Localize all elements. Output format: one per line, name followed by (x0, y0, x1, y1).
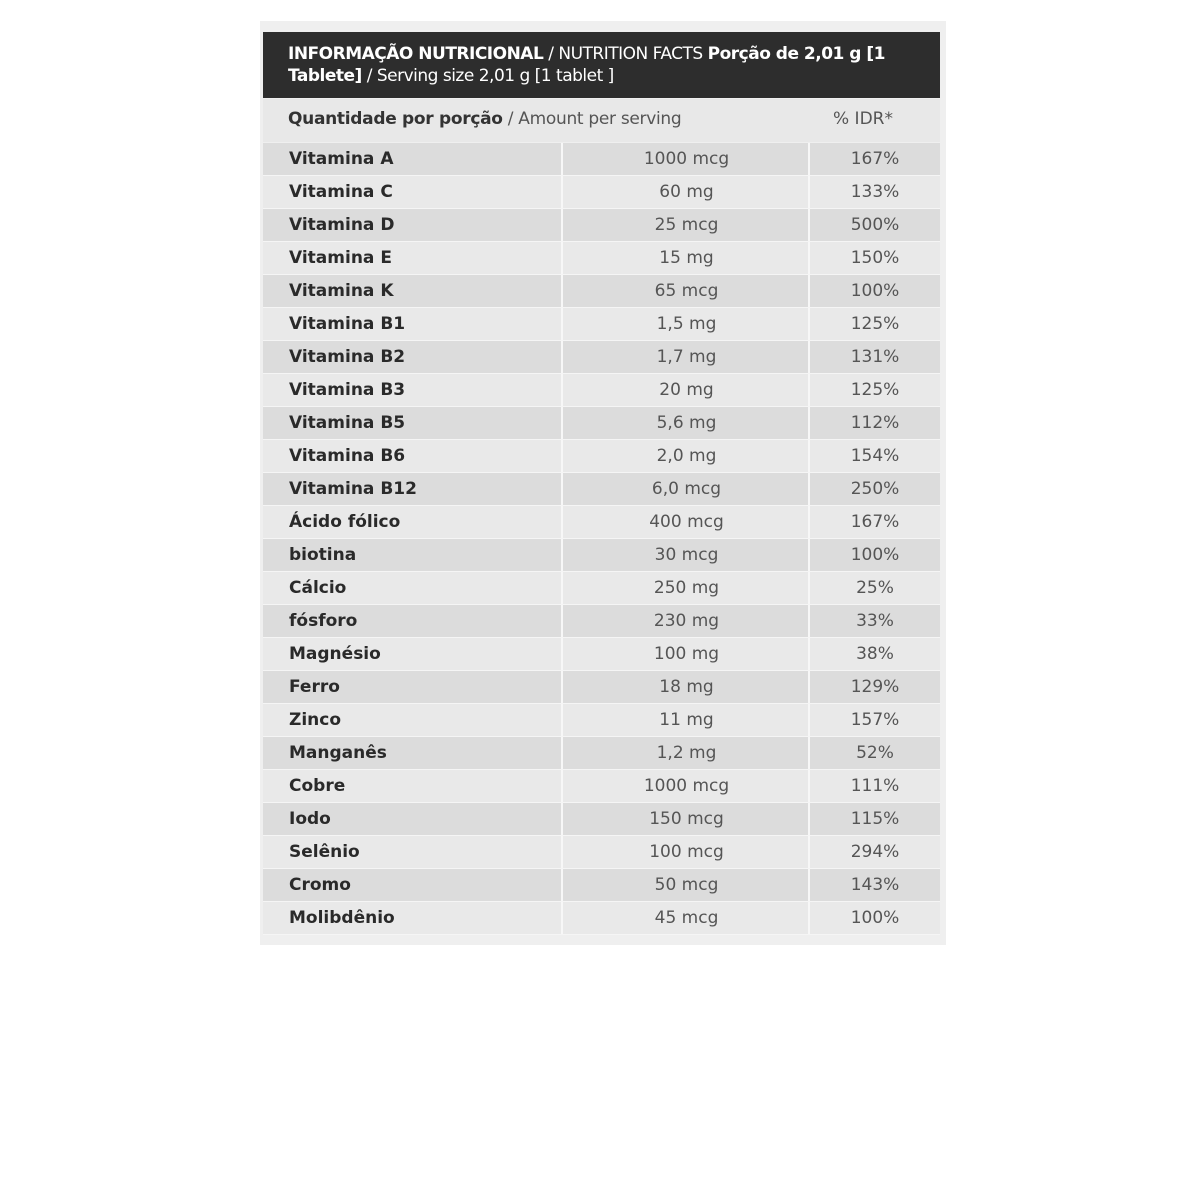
nutrition-title-bar (263, 32, 940, 98)
nutrient-name: Vitamina B12 (263, 473, 563, 505)
nutrient-row (263, 605, 940, 638)
nutrient-idr: 112% (850, 413, 900, 433)
nutrient-idr: 100% (850, 545, 900, 565)
nutrient-idr: 125% (850, 314, 900, 334)
nutrient-row (263, 242, 940, 275)
nutrient-idr: 294% (850, 842, 900, 862)
nutrient-name: Cálcio (263, 572, 563, 604)
nutrient-name: Vitamina A (263, 143, 563, 175)
amount-per-serving-header (263, 99, 940, 142)
nutrient-idr: 157% (850, 710, 900, 730)
nutrient-amount: 18 mg (565, 671, 810, 703)
nutrient-name: Molibdênio (263, 902, 563, 934)
nutrient-name: Manganês (263, 737, 563, 769)
nutrient-idr: 25% (856, 578, 894, 598)
nutrient-row (263, 869, 940, 902)
nutrient-idr: 150% (850, 248, 900, 268)
nutrient-row (263, 704, 940, 737)
nutrient-idr: 100% (850, 908, 900, 928)
nutrient-row (263, 275, 940, 308)
nutrient-amount: 250 mg (565, 572, 810, 604)
nutrient-row (263, 671, 940, 704)
nutrient-idr: 33% (856, 611, 894, 631)
nutrient-name: Zinco (263, 704, 563, 736)
nutrient-name: Selênio (263, 836, 563, 868)
nutrient-amount: 2,0 mg (565, 440, 810, 472)
nutrient-amount: 20 mg (565, 374, 810, 406)
nutrient-name: Cromo (263, 869, 563, 901)
nutrient-idr: 131% (850, 347, 900, 367)
nutrient-idr: 125% (850, 380, 900, 400)
nutrient-amount: 1,7 mg (565, 341, 810, 373)
nutrient-row (263, 341, 940, 374)
nutrient-name: Magnésio (263, 638, 563, 670)
nutrient-amount: 400 mcg (565, 506, 810, 538)
nutrient-amount: 25 mcg (565, 209, 810, 241)
nutrient-name: Ácido fólico (263, 506, 563, 538)
nutrient-idr: 167% (850, 149, 900, 169)
nutrient-amount: 1,2 mg (565, 737, 810, 769)
nutrient-idr: 500% (850, 215, 900, 235)
nutrient-row (263, 440, 940, 473)
nutrient-name: Vitamina D (263, 209, 563, 241)
nutrient-idr: 38% (856, 644, 894, 664)
nutrient-amount: 1000 mcg (565, 770, 810, 802)
amount-label-pt: Quantidade por porção (288, 109, 503, 129)
nutrient-row (263, 473, 940, 506)
amount-label (288, 109, 681, 129)
nutrient-amount: 60 mg (565, 176, 810, 208)
nutrient-row (263, 308, 940, 341)
nutrient-name: fósforo (263, 605, 563, 637)
nutrient-name: Vitamina C (263, 176, 563, 208)
nutrient-row (263, 572, 940, 605)
nutrient-row (263, 209, 940, 242)
nutrient-amount: 11 mg (565, 704, 810, 736)
nutrient-name: biotina (263, 539, 563, 571)
nutrient-row (263, 539, 940, 572)
nutrient-name: Vitamina E (263, 242, 563, 274)
nutrient-idr: 133% (850, 182, 900, 202)
nutrient-row (263, 803, 940, 836)
nutrient-amount: 150 mcg (565, 803, 810, 835)
nutrient-name: Vitamina B2 (263, 341, 563, 373)
nutrient-amount: 1000 mcg (565, 143, 810, 175)
nutrient-row (263, 902, 940, 935)
nutrient-row (263, 176, 940, 209)
nutrient-amount: 45 mcg (565, 902, 810, 934)
nutrient-idr: 167% (850, 512, 900, 532)
nutrient-idr: 52% (856, 743, 894, 763)
nutrient-amount: 100 mcg (565, 836, 810, 868)
nutrient-idr: 100% (850, 281, 900, 301)
nutrient-amount: 6,0 mcg (565, 473, 810, 505)
serving-pt: Porção de 2,01 g [1 Tablete] (288, 44, 885, 86)
nutrient-row (263, 737, 940, 770)
nutrient-name: Vitamina K (263, 275, 563, 307)
nutrient-amount: 50 mcg (565, 869, 810, 901)
nutrient-name: Vitamina B1 (263, 308, 563, 340)
nutrient-name: Vitamina B5 (263, 407, 563, 439)
nutrient-row (263, 638, 940, 671)
nutrient-row (263, 143, 940, 176)
nutrient-amount: 100 mg (565, 638, 810, 670)
nutrient-amount: 15 mg (565, 242, 810, 274)
nutrient-idr: 154% (850, 446, 900, 466)
nutrient-idr: 129% (850, 677, 900, 697)
title-pt: INFORMAÇÃO NUTRICIONAL (288, 44, 544, 64)
nutrient-idr: 143% (850, 875, 900, 895)
nutrient-name: Iodo (263, 803, 563, 835)
nutrient-row (263, 770, 940, 803)
nutrient-name: Ferro (263, 671, 563, 703)
nutrient-name: Vitamina B3 (263, 374, 563, 406)
nutrient-amount: 65 mcg (565, 275, 810, 307)
idr-column-header: % IDR* (833, 109, 893, 129)
nutrient-amount: 5,6 mg (565, 407, 810, 439)
nutrient-table (263, 143, 940, 935)
nutrient-row (263, 836, 940, 869)
nutrient-name: Cobre (263, 770, 563, 802)
nutrient-idr: 115% (850, 809, 900, 829)
nutrient-row (263, 407, 940, 440)
nutrient-name: Vitamina B6 (263, 440, 563, 472)
nutrient-amount: 30 mcg (565, 539, 810, 571)
amount-label-en: / Amount per serving (502, 109, 682, 129)
serving-en: / Serving size 2,01 g [1 tablet ] (361, 66, 614, 86)
nutrient-row (263, 506, 940, 539)
nutrient-amount: 230 mg (565, 605, 810, 637)
nutrient-amount: 1,5 mg (565, 308, 810, 340)
nutrient-idr: 250% (850, 479, 900, 499)
nutrient-idr: 111% (850, 776, 900, 796)
title-en: / NUTRITION FACTS (543, 44, 708, 64)
nutrient-row (263, 374, 940, 407)
